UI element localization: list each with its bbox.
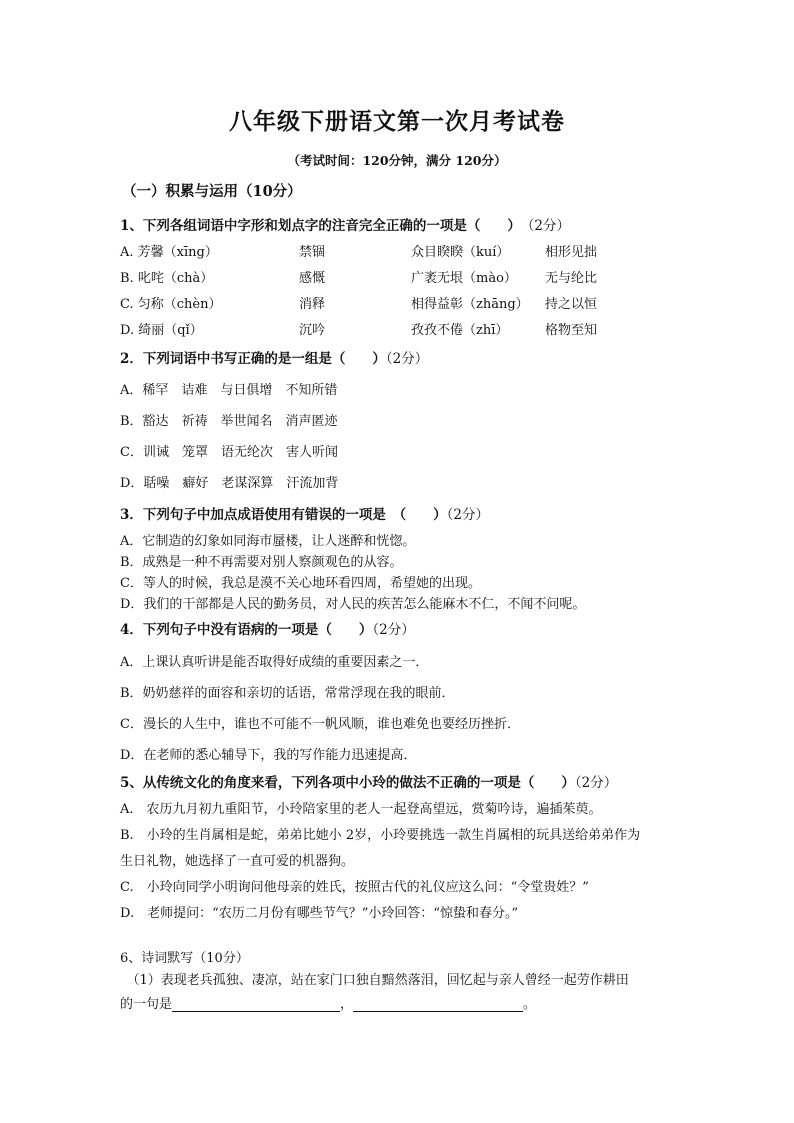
q1-option-c-word-4: 持之以恒 xyxy=(545,297,598,312)
q2-option-a: A．稀罕 诘难 与日俱增 不知所错 xyxy=(120,383,338,398)
q2-option-b: B．豁达 祈祷 举世闻名 消声匿迹 xyxy=(120,414,338,429)
question-4 xyxy=(120,618,415,638)
q1-option-c-word-3: 相得益彰（zhāng） xyxy=(411,297,529,312)
q1-option-b-word-3: 广袤无垠（mào） xyxy=(411,271,517,286)
q5-option-c: C. 小玲向同学小明询问他母亲的姓氏，按照古代的礼仪应这么问：“令堂贵姓？” xyxy=(120,880,589,895)
question-6: 6、诗词默写（10分） xyxy=(120,951,249,966)
q3-option-a: A．它制造的幻象如同海市蜃楼，让人迷醉和恍惚。 xyxy=(120,534,416,549)
q2-option-d: D．聒噪 癖好 老谋深算 汗流加背 xyxy=(120,476,339,491)
question-5-score: （2分） xyxy=(574,775,618,791)
q1-option-b-word-1: B. 叱咤（chà） xyxy=(120,271,214,286)
q1-option-a-word-2: 禁锢 xyxy=(299,245,326,260)
q1-option-c-word-1: C. 匀称（chèn） xyxy=(120,297,222,312)
question-4-score: （2分） xyxy=(372,622,415,638)
exam-subtitle: （考试时间：120分钟，满分 120分） xyxy=(287,153,507,168)
question-5 xyxy=(120,771,617,791)
question-1 xyxy=(120,214,570,234)
q6-separator: ， xyxy=(340,997,354,1012)
q3-option-c: C．等人的时候，我总是漠不关心地环看四周，希望她的出现。 xyxy=(120,576,481,591)
q4-option-d: D．在老师的悉心辅导下，我的写作能力迅速提高． xyxy=(120,748,417,763)
question-2 xyxy=(120,347,428,367)
q6-item-1-prefix: 的一句是 xyxy=(120,997,173,1012)
section-heading: （一）积累与运用（10分） xyxy=(122,183,302,200)
question-3-score: （2分） xyxy=(446,507,489,523)
q1-option-a-word-3: 众目睽睽（kuí） xyxy=(411,245,510,260)
q4-option-c: C．漫长的人生中，谁也不可能不一帆风顺，谁也难免也要经历挫折． xyxy=(120,717,520,732)
q6-end: 。 xyxy=(523,997,537,1012)
question-2-score: （2分） xyxy=(385,351,429,367)
q1-option-d-word-4: 格物至知 xyxy=(545,323,598,338)
question-2-text: 2．下列词语中书写正确的是一组是（ ） xyxy=(120,351,386,367)
question-3 xyxy=(120,503,489,523)
answer-blank-2[interactable] xyxy=(353,996,523,1012)
question-3-text: 3．下列句子中加点成语使用有错误的一项是 （ ） xyxy=(120,507,447,523)
q4-option-a: A．上课认真听讲是能否取得好成绩的重要因素之一． xyxy=(120,655,429,670)
question-5-text: 5、从传统文化的角度来看，下列各项中小玲的做法不正确的一项是（ ） xyxy=(120,775,575,791)
answer-blank-1[interactable] xyxy=(172,996,340,1012)
q1-option-b-word-4: 无与纶比 xyxy=(545,271,598,286)
q5-option-b: B. 小玲的生肖属相是蛇，弟弟比她小 2岁，小玲要挑选一款生肖属相的玩具送给弟弟作为 xyxy=(120,828,641,843)
q5-option-d: D. 老师提问：“农历二月份有哪些节气？”小玲回答：“惊蛰和春分。” xyxy=(120,906,519,921)
q5-option-b-continued: 生日礼物，她选择了一直可爱的机器狗。 xyxy=(120,854,355,869)
q1-option-a-word-4: 相形见拙 xyxy=(545,245,598,260)
q1-option-b-word-2: 感慨 xyxy=(299,271,326,286)
q1-option-d-word-1: D. 绮丽（qǐ） xyxy=(120,323,203,338)
q5-option-a: A. 农历九月初九重阳节，小玲陪家里的老人一起登高望远，赏菊吟诗，遍插茱萸。 xyxy=(120,802,602,817)
q3-option-b: B．成熟是一种不再需要对别人察颜观色的从容。 xyxy=(120,555,403,570)
q1-option-d-word-3: 孜孜不倦（zhī） xyxy=(411,323,509,338)
question-4-text: 4．下列句子中没有语病的一项是（ ） xyxy=(120,622,373,638)
q2-option-c: C．训诫 笼罩 语无纶次 害人听闻 xyxy=(120,445,338,460)
q4-option-b: B．奶奶慈祥的面容和亲切的话语，常常浮现在我的眼前． xyxy=(120,686,455,701)
q1-option-a-word-1: A. 芳馨（xīng） xyxy=(120,245,218,260)
exam-title: 八年级下册语文第一次月考试卷 xyxy=(229,108,565,135)
q3-option-d: D．我们的干部都是人民的勤务员，对人民的疾苦怎么能麻木不仁，不闻不问呢。 xyxy=(120,597,586,612)
question-1-score: （2分） xyxy=(514,218,570,234)
q1-option-d-word-2: 沉吟 xyxy=(299,323,326,338)
q6-item-1-answer-line xyxy=(120,993,536,1012)
q6-item-1: （1）表现老兵孤独、凄凉，站在家门口独自黯然落泪，回忆起与亲人曾经一起劳作耕田 xyxy=(120,973,629,988)
q1-option-c-word-2: 消释 xyxy=(299,297,326,312)
question-1-text: 1、下列各组词语中字形和划点字的注音完全正确的一项是（ ） xyxy=(120,218,515,234)
